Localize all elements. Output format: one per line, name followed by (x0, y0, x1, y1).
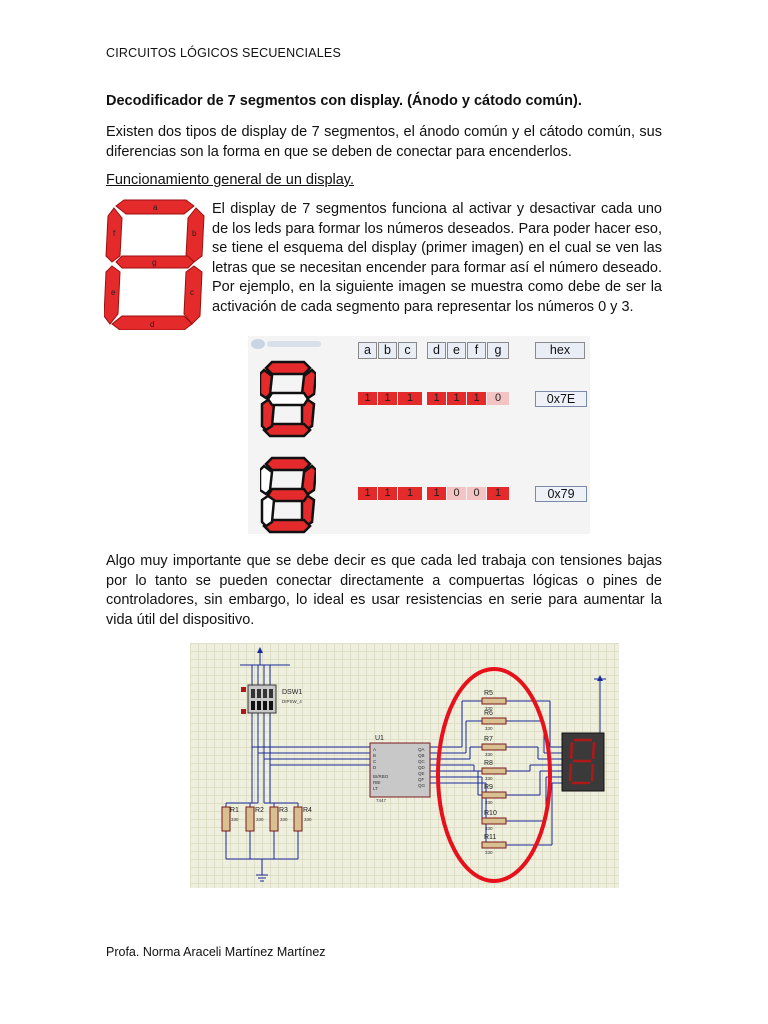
note-paragraph: Algo muy importante que se debe decir es que cada led trabaja con tensiones bajas por lo tanto se pueden conectar directamente a compuertas lógicas o pines de controladores, sin embargo, lo ideal es usar resistencias en serie para aumentar la vida útil del dispositivo. (106, 553, 662, 628)
resistor-r11 (482, 842, 506, 848)
col-header-b: b (378, 342, 397, 359)
col-header-a: a (358, 342, 377, 359)
col-header-f: f (467, 342, 486, 359)
ic-pin-b: B (373, 753, 377, 758)
row2-bit-d: 1 (427, 487, 446, 500)
ic-pin-d: D (373, 765, 377, 770)
row1-bit-c: 1 (398, 392, 422, 405)
r8-value: 330 (485, 776, 493, 781)
segment-label-f: f (113, 229, 116, 238)
circuit-schematic (190, 643, 619, 888)
row1-bit-b: 1 (378, 392, 397, 405)
resistor-r2 (246, 807, 254, 831)
r5-value: 330 (485, 706, 493, 711)
row2-bit-f: 0 (467, 487, 486, 500)
ic-pin-c: C (373, 759, 377, 764)
r3-label: R3 (279, 807, 288, 814)
segment-label-e: e (111, 288, 116, 297)
r9-value: 330 (485, 800, 493, 805)
row1-bit-e: 1 (447, 392, 466, 405)
ic-pin-qc: QC (418, 759, 425, 764)
row2-bit-g: 1 (487, 487, 509, 500)
r1-value: 330 (231, 817, 239, 822)
r2-value: 330 (256, 817, 264, 822)
ic-label: U1 (375, 735, 384, 742)
col-header-e: e (447, 342, 466, 359)
digit-three-display (260, 456, 316, 534)
r8-label: R8 (484, 760, 493, 767)
row1-bit-d: 1 (427, 392, 446, 405)
circuit-wiring (190, 643, 619, 888)
ic-pin-qd: QD (418, 765, 425, 770)
resistor-r5 (482, 698, 506, 704)
row2-bit-b: 1 (378, 487, 397, 500)
ic-pin-rbi: RBI (373, 780, 381, 785)
ic-pin-a: A (373, 747, 377, 752)
dip-switch-model: DIPSW_4 (282, 699, 302, 704)
page-header: CIRCUITOS LÓGICOS SECUENCIALES (106, 46, 341, 60)
resistor-r6 (482, 718, 506, 724)
seven-segment-diagram (104, 196, 206, 330)
ic-pin-qa: QA (418, 747, 425, 752)
row1-bit-g: 0 (487, 392, 509, 405)
segment-label-c: c (190, 288, 194, 297)
dip-switch-label: DSW1 (282, 689, 303, 696)
col-header-c: c (398, 342, 417, 359)
subheading: Funcionamiento general de un display. (106, 172, 355, 188)
r10-label: R10 (484, 810, 497, 817)
r9-label: R9 (484, 784, 493, 791)
r1-label: R1 (230, 807, 239, 814)
resistor-r4 (294, 807, 302, 831)
ic-model: 7447 (376, 798, 387, 803)
resistor-r3 (270, 807, 278, 831)
col-header-d: d (427, 342, 446, 359)
intro-paragraph: Existen dos tipos de display de 7 segmentos, el ánodo común y el cátodo común, sus diferencias son la forma en que se deben de conectar para encenderlos. (106, 124, 662, 160)
logo-watermark (250, 338, 324, 350)
r11-value: 330 (485, 850, 493, 855)
segment-label-b: b (192, 229, 197, 238)
r5-label: R5 (484, 690, 493, 697)
ic-pin-qe: QE (418, 771, 425, 776)
segment-label-d: d (150, 320, 155, 329)
ic-pin-lt: LT (373, 786, 378, 791)
digit-zero-display (260, 360, 316, 438)
r3-value: 330 (280, 817, 288, 822)
section-title: Decodificador de 7 segmentos con display. (Ánodo y cátodo común). (106, 93, 582, 109)
r10-value: 330 (485, 826, 493, 831)
resistor-r1 (222, 807, 230, 831)
r6-label: R6 (484, 710, 493, 717)
row1-hex: 0x7E (535, 391, 587, 407)
r6-value: 330 (485, 726, 493, 731)
row1-bit-a: 1 (358, 392, 377, 405)
r4-label: R4 (303, 807, 312, 814)
r11-label: R11 (484, 834, 497, 841)
col-header-hex: hex (535, 342, 585, 359)
resistor-r10 (482, 818, 506, 824)
row1-bit-f: 1 (467, 392, 486, 405)
segment-table-image (248, 336, 590, 534)
r2-label: R2 (255, 807, 264, 814)
explanation-paragraph: El display de 7 segmentos funciona al activar y desactivar cada uno de los leds para formar los números deseados. Para poder hacer eso, se tiene el esquema del display (primer imagen) en el cual se ven las letras que se necesitan encender para formar así el número deseado. Por ejemplo, en la siguiente imagen se muestra como debe de ser la activación de cada segmento para representar los números 0 y 3. (212, 201, 662, 315)
ic-pin-birbo: BI/RBO (373, 774, 389, 779)
ic-pin-qg: QG (418, 783, 426, 788)
ic-pin-qb: QB (418, 753, 425, 758)
ic-pin-qf: QF (418, 777, 425, 782)
resistor-r8 (482, 768, 506, 774)
row2-bit-e: 0 (447, 487, 466, 500)
page-footer: Profa. Norma Araceli Martínez Martínez (106, 945, 326, 959)
row2-bit-a: 1 (358, 487, 377, 500)
segment-label-g: g (152, 258, 157, 267)
col-header-g: g (487, 342, 509, 359)
resistor-r9 (482, 792, 506, 798)
segment-label-a: a (153, 203, 158, 212)
r7-label: R7 (484, 736, 493, 743)
r7-value: 330 (485, 752, 493, 757)
row2-bit-c: 1 (398, 487, 422, 500)
r4-value: 330 (304, 817, 312, 822)
resistor-r7 (482, 744, 506, 750)
row2-hex: 0x79 (535, 486, 587, 502)
